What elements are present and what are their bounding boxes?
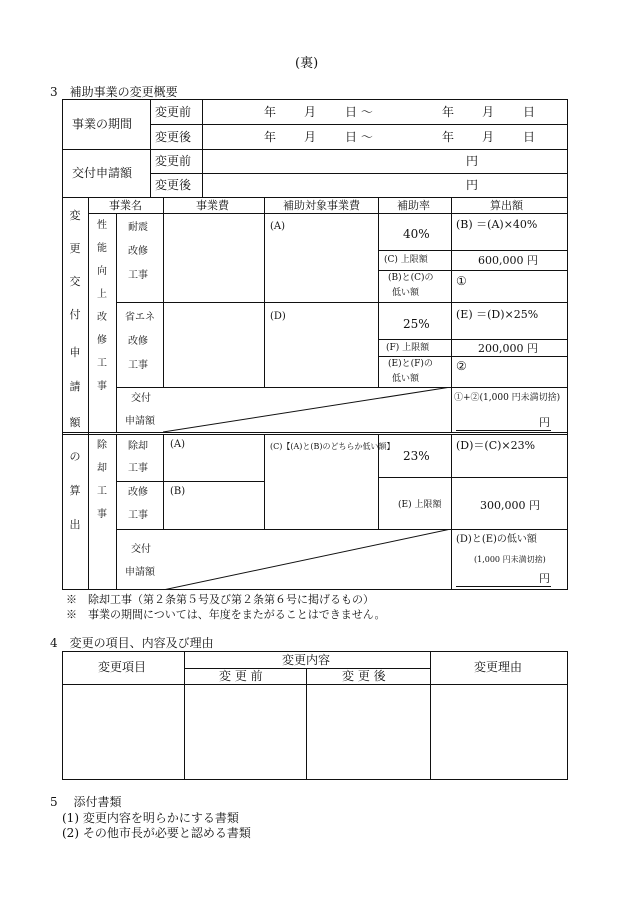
mark-c-note: (C)【(A)と(B)のどちらか低い額】 <box>270 442 395 451</box>
rate-23: 23% <box>403 449 430 463</box>
limit-e-label: (E) 上限額 <box>398 500 442 510</box>
calc-e: (E) ＝(D)×25% <box>456 308 539 321</box>
period-before-label: 変更前 <box>155 105 192 119</box>
col-change-before: 変 更 前 <box>219 669 263 683</box>
note-period: ※ 事業の期間については、年度をまたがることはできません。 <box>66 608 386 621</box>
grant-after-label: 変更後 <box>155 178 192 192</box>
col-header-eligible-cost: 補助対象事業費 <box>283 199 360 212</box>
perf-diagonal <box>163 387 451 432</box>
calc-d: (D)＝(C)×23% <box>456 439 536 452</box>
section3-heading: 3 補助事業の変更概要 <box>50 85 178 99</box>
circle-2: ② <box>456 359 467 373</box>
section5-heading: 5 添付書類 <box>50 795 122 809</box>
mark-a: (A) <box>270 221 286 232</box>
demolish-yen: 円 <box>539 572 550 585</box>
circle-1: ① <box>456 274 467 288</box>
attachment-item-2: (2) その他市長が必要と認める書類 <box>62 826 251 840</box>
period-after-label: 変更後 <box>155 130 192 144</box>
calc-b: (B) ＝(A)×40% <box>456 218 538 231</box>
round-note: (1,000 円未満切捨) <box>474 555 546 564</box>
mark-b-renovation: (B) <box>170 486 186 497</box>
limit-f-value: 200,000 円 <box>478 342 538 355</box>
note-demolish: ※ 除却工事（第２条第５号及び第２条第６号に掲げるもの） <box>66 593 374 606</box>
perf-yen: 円 <box>539 416 550 429</box>
grant-before-yen: 円 <box>466 154 479 168</box>
attachment-item-1: (1) 変更内容を明らかにする書類 <box>62 811 239 825</box>
sum-1-2: ①+②(1,000 円未満切捨) <box>454 393 561 403</box>
col-header-amount: 算出額 <box>490 199 523 212</box>
col-header-rate: 補助率 <box>397 199 430 212</box>
mark-d: (D) <box>270 311 286 322</box>
col-change-content: 変更内容 <box>282 653 331 667</box>
limit-c-value: 600,000 円 <box>478 254 538 267</box>
grant-after-yen: 円 <box>466 178 479 192</box>
section4-heading: 4 変更の項目、内容及び理由 <box>50 636 214 650</box>
rate-40: 40% <box>403 227 430 241</box>
col-change-reason: 変更理由 <box>474 660 523 674</box>
rate-25: 25% <box>403 317 430 331</box>
col-change-after: 変 更 後 <box>342 669 386 683</box>
page-side-label: (裏) <box>295 56 319 71</box>
col-header-name: 事業名 <box>109 199 142 212</box>
lower-de: (D)と(E)の低い額 <box>456 534 537 545</box>
mark-a-demolish: (A) <box>170 439 186 450</box>
limit-f-label: (F) 上限額 <box>386 343 430 353</box>
demolish-diagonal <box>163 529 451 590</box>
grant-before-label: 変更前 <box>155 154 192 168</box>
period-label: 事業の期間 <box>72 117 133 131</box>
grant-amount-label: 交付申請額 <box>72 166 133 180</box>
col-change-item: 変更項目 <box>98 660 147 674</box>
col-header-cost: 事業費 <box>196 199 229 212</box>
limit-c-label: (C) 上限額 <box>384 255 428 265</box>
limit-e-value: 300,000 円 <box>480 499 540 512</box>
